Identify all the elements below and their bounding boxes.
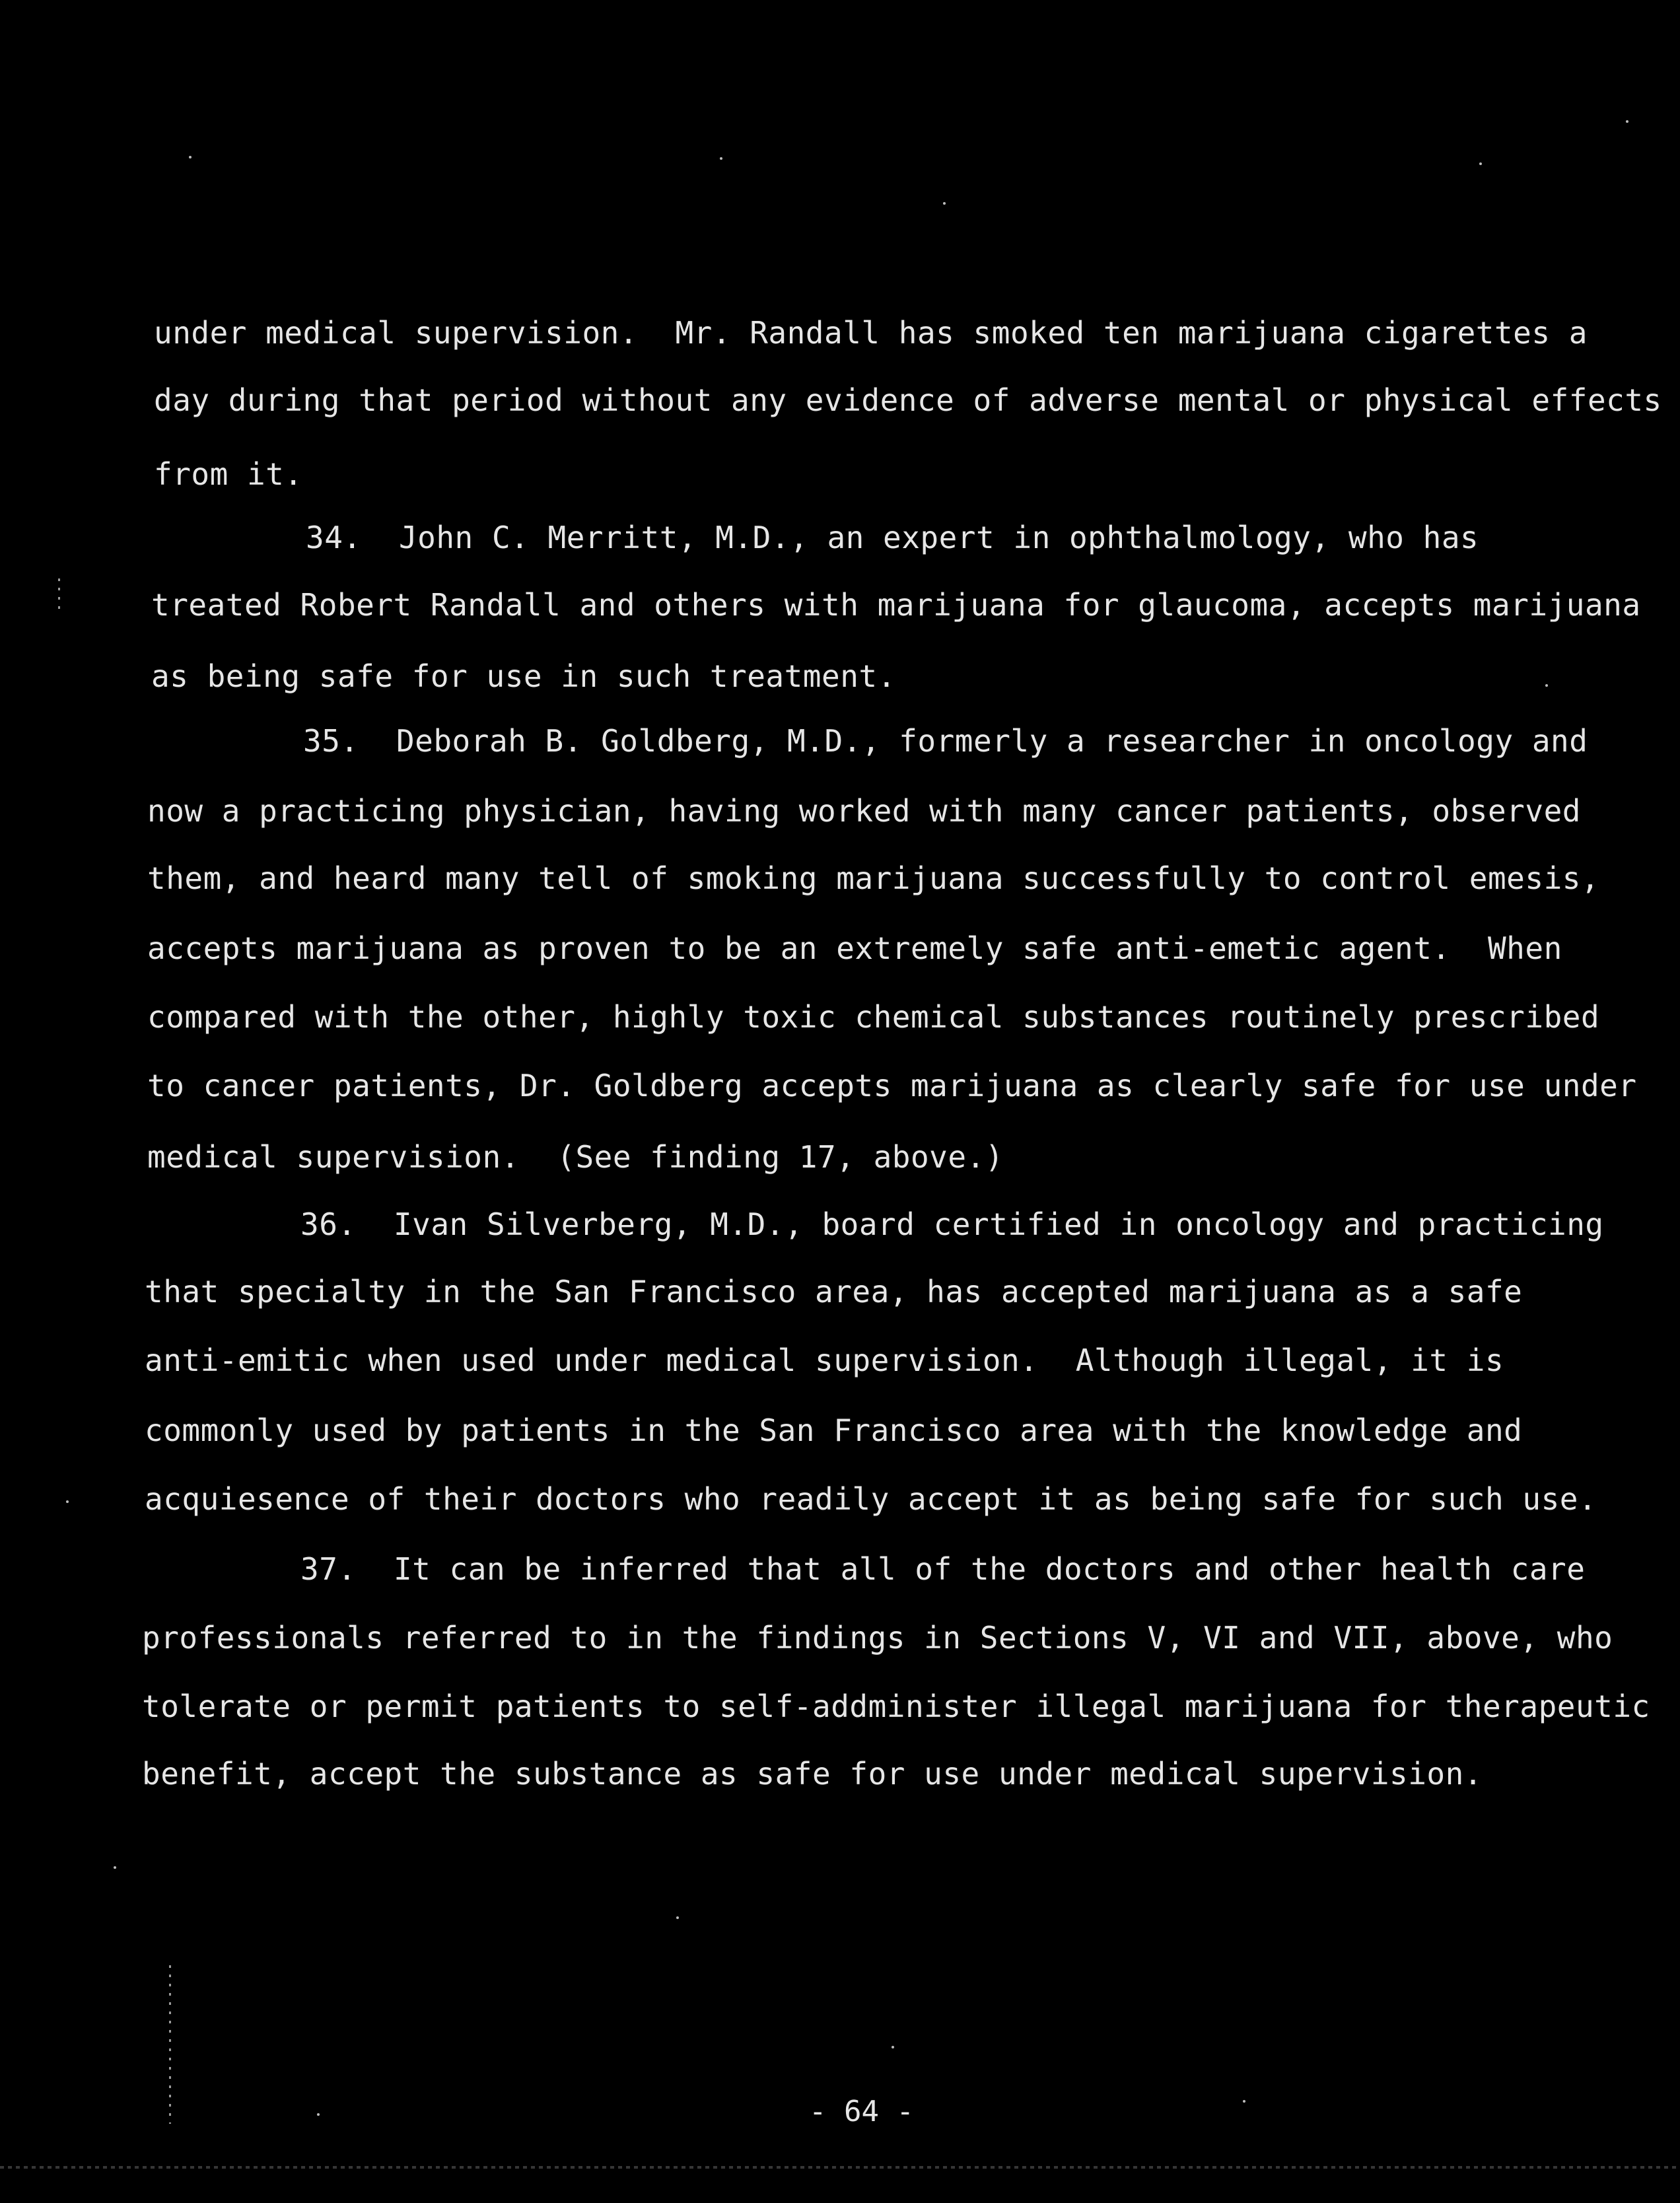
scan-artifact-dotted-line — [58, 578, 60, 612]
scan-speck — [66, 1500, 69, 1503]
paragraph-34-start: 34. John C. Merritt, M.D., an expert in ophthalmology, who has — [306, 520, 1479, 555]
text-line: as being safe for use in such treatment. — [151, 658, 896, 694]
paragraph-37-start: 37. It can be inferred that all of the doctors and other health care — [300, 1551, 1586, 1587]
scan-artifact-dotted-line — [169, 1965, 171, 2124]
text-line: commonly used by patients in the San Francisco area with the knowledge and — [145, 1413, 1523, 1448]
scan-speck — [720, 157, 722, 160]
text-line: them, and heard many tell of smoking marijuana successfully to control emesis, — [147, 860, 1600, 896]
text-line: acquiesence of their doctors who readily accept it as being safe for such use. — [145, 1481, 1597, 1517]
text-line: accepts marijuana as proven to be an extremely safe anti-emetic agent. When — [147, 930, 1562, 966]
scan-speck — [114, 1866, 116, 1869]
text-line: treated Robert Randall and others with marijuana for glaucoma, accepts marijuana — [151, 587, 1641, 623]
scan-speck — [1479, 162, 1482, 165]
paragraph-36-start: 36. Ivan Silverberg, M.D., board certified in oncology and practicing — [300, 1206, 1604, 1242]
text-line: now a practicing physician, having worked with many cancer patients, observed — [147, 793, 1581, 829]
text-line: compared with the other, highly toxic chemical substances routinely prescribed — [147, 999, 1600, 1035]
scan-speck — [943, 202, 946, 205]
text-line: benefit, accept the substance as safe for use under medical supervision. — [142, 1756, 1483, 1792]
scan-bottom-edge — [0, 2166, 1680, 2169]
text-line: to cancer patients, Dr. Goldberg accepts marijuana as clearly safe for use under — [147, 1068, 1637, 1103]
text-line: day during that period without any evidence of adverse mental or physical effects — [154, 382, 1662, 418]
scan-speck — [1243, 2100, 1245, 2103]
paragraph-35-start: 35. Deborah B. Goldberg, M.D., formerly a researcher in oncology and — [303, 723, 1588, 759]
scan-speck — [892, 2046, 894, 2048]
page-number: - 64 - — [809, 2095, 914, 2128]
text-line: from it. — [154, 456, 303, 492]
scan-speck — [1545, 684, 1548, 687]
scan-speck — [1626, 120, 1628, 123]
text-line: professionals referred to in the findings in Sections V, VI and VII, above, who — [142, 1620, 1613, 1656]
scan-speck — [317, 2113, 320, 2116]
text-line: under medical supervision. Mr. Randall has smoked ten marijuana cigarettes a — [154, 315, 1588, 351]
text-line: anti-emitic when used under medical supervision. Although illegal, it is — [145, 1343, 1504, 1378]
scan-speck — [189, 156, 192, 158]
text-line: that specialty in the San Francisco area, has accepted marijuana as a safe — [145, 1274, 1523, 1310]
text-line: medical supervision. (See finding 17, above.) — [147, 1139, 1004, 1175]
text-line: tolerate or permit patients to self-addminister illegal marijuana for therapeutic — [142, 1689, 1650, 1724]
scan-speck — [676, 1916, 679, 1919]
